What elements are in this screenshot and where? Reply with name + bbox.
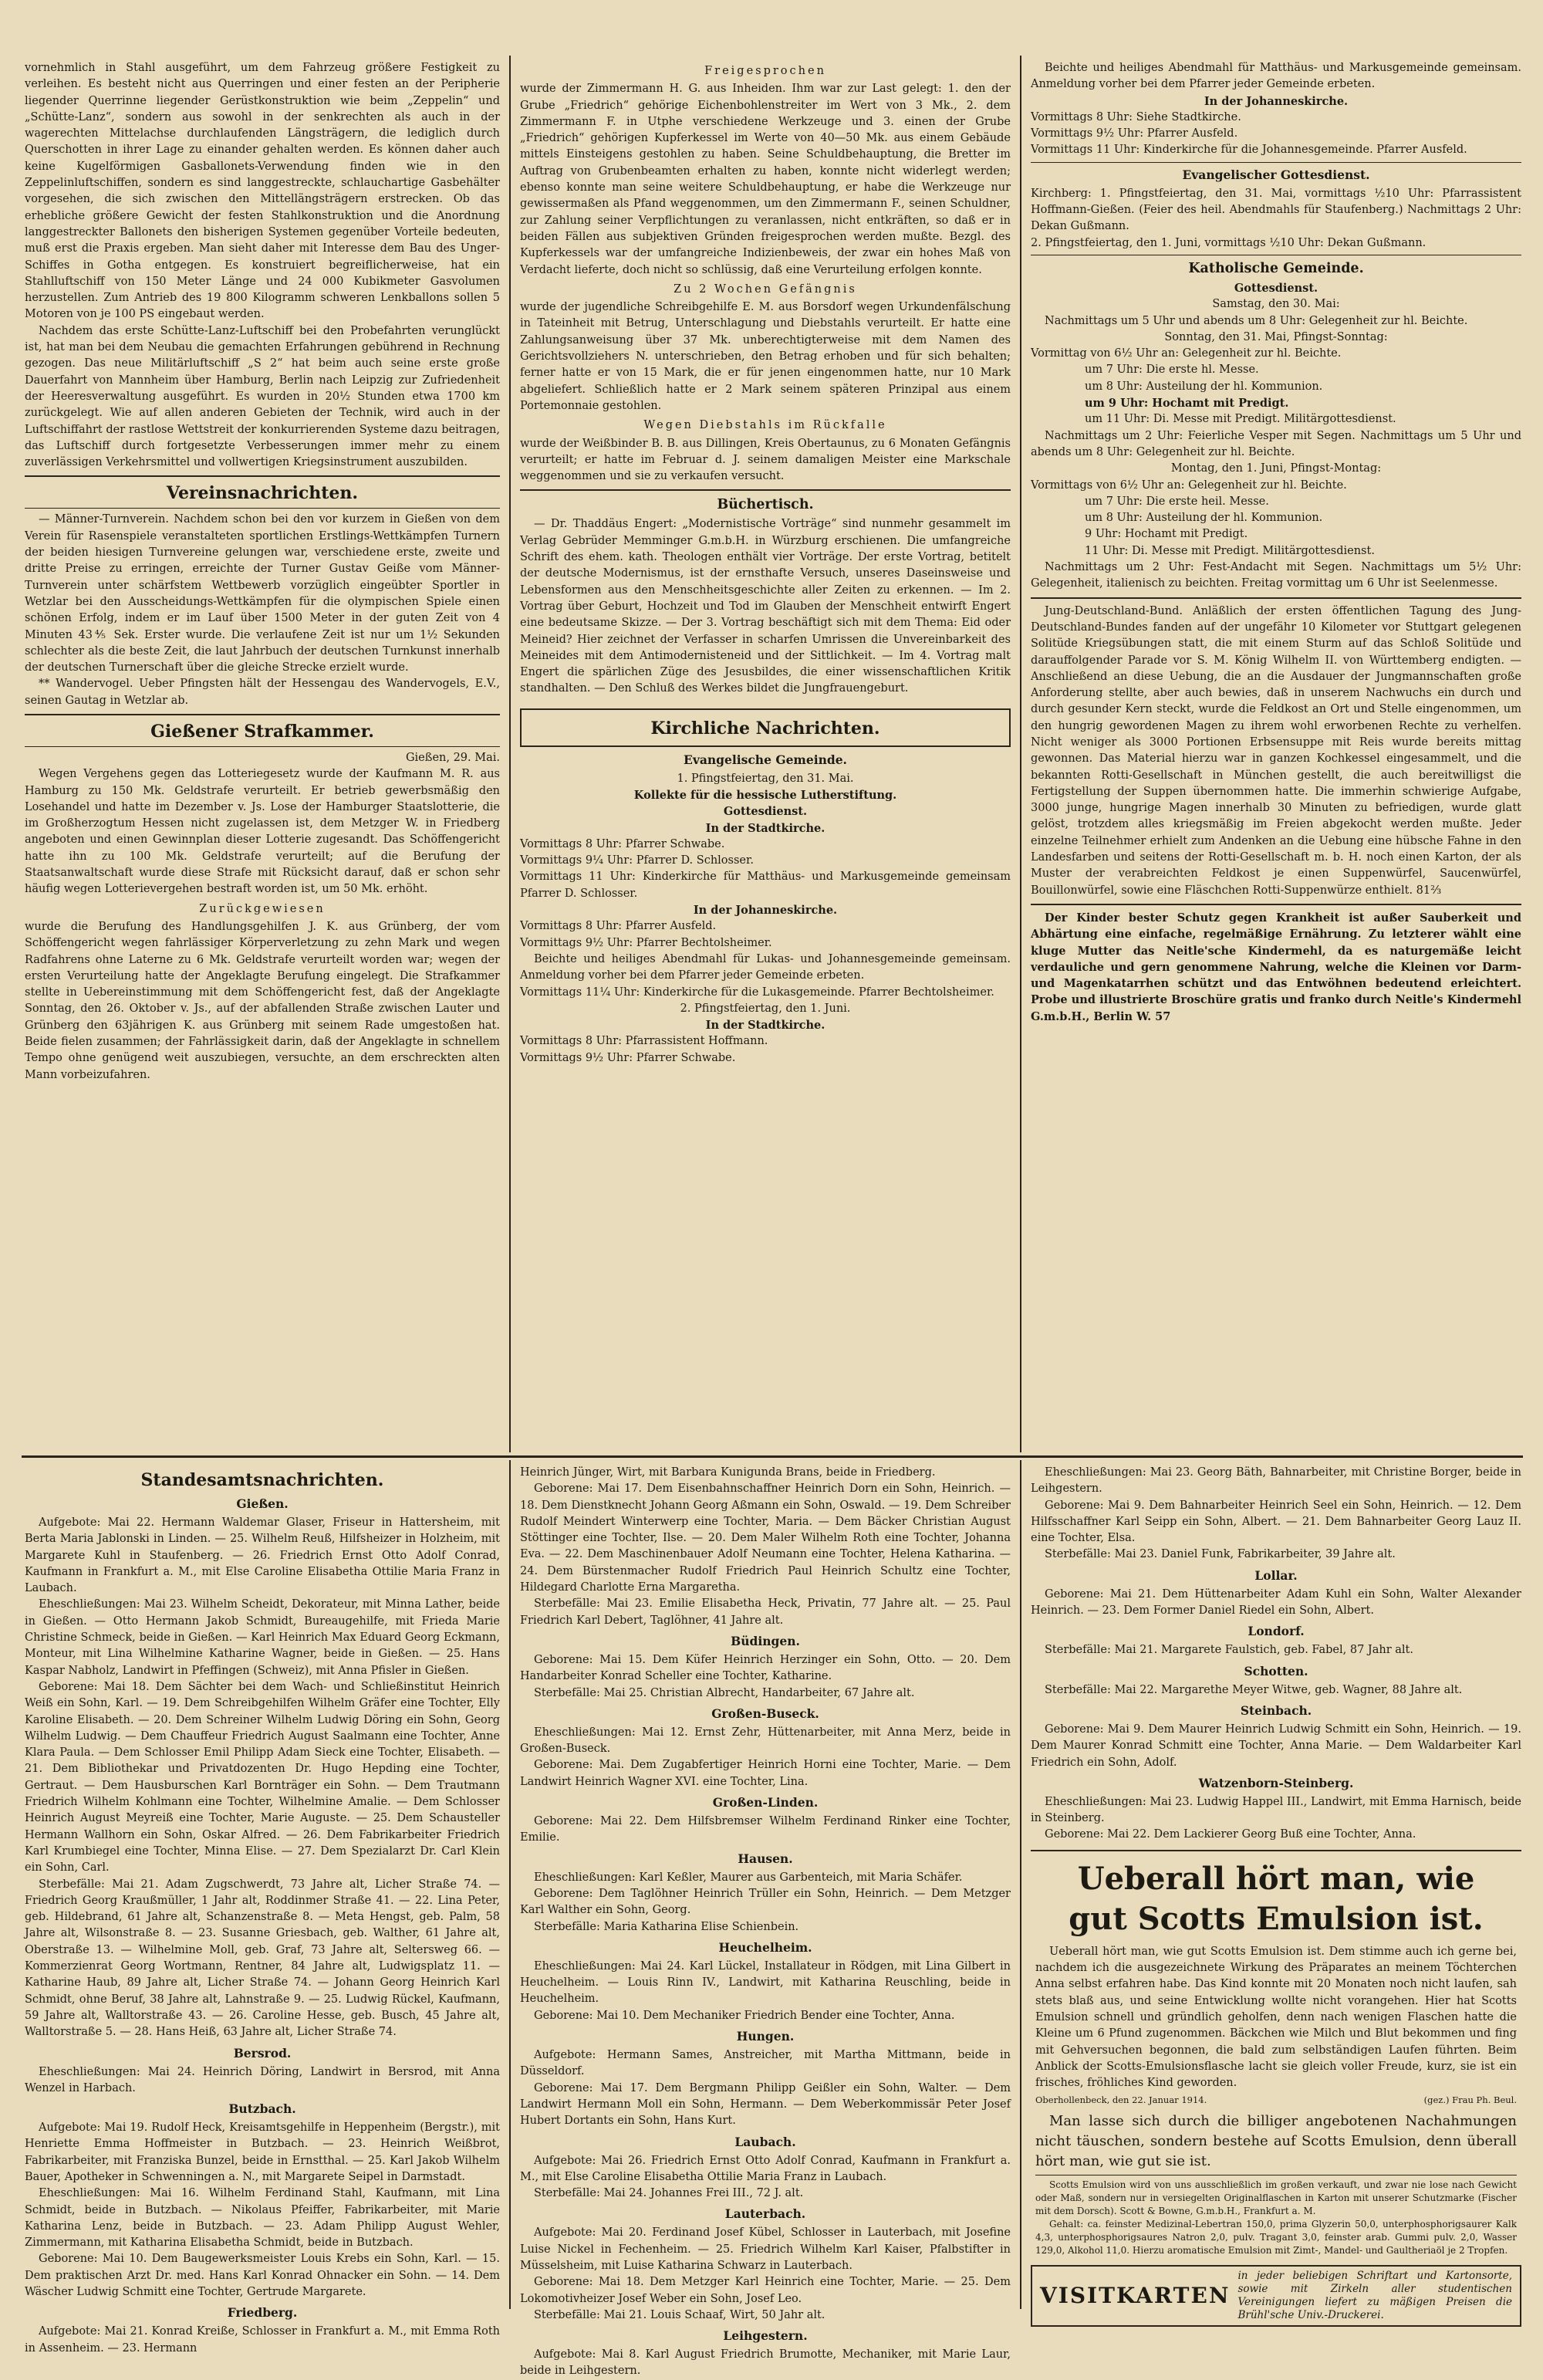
registry-entry: Geborene: Mai 10. Dem Mechaniker Friedrich Bender eine Tochter, Anna.	[534, 2009, 955, 2022]
section-divider	[1031, 597, 1521, 599]
town-heading: Butzbach.	[228, 2101, 296, 2117]
dateline: Gießen, 29. Mai.	[405, 751, 500, 764]
article-paragraph: ** Wandervogel. Ueber Pfingsten hält der Hessengau des Wandervogels, E.V., seinen Gautag in Wetzlar ab.	[25, 678, 500, 707]
article-paragraph: vornehmlich in Stahl ausgeführt, um dem Fahrzeug größere Festigkeit zu verleihen. Es besteht nicht aus Querringen und einer festen an der Peripherie liegender Querrinne liegender Gerüstkonstruktion wie beim „Zeppelin“ und „Schütte-Lanz“, sondern aus sowohl in der senkrechten als auch in der wagerechten Mittelachse durchlaufenden Längsträgern, die lediglich durch Querschotten in ihrer Lage zu einander gehalten werden. Es können daher auch keine Kugelförmigen Gasballonets-Verwendung finden wie in den Zeppelinluftschiffen, sondern es sind langgestreckte, schlauchartige Gasbehälter vorgesehen, die sich zwischen den Mittellängsträgern erstrecken. Ob das erhebliche größere Gewicht der festen Stahlkonstruktion und die Anordnung langgestreckter Ballonets den bisherigen Systemen gegenüber Vorteile bedeuten, muß erst die Praxis ergeben. Man sieht daher mit Interesse dem Bau des Unger-Schiffes in Gotha entgegen. Es konstruiert begreiflicherweise, hat ein Stahlluftschiff von 150 Meter Länge und 24 000 Kubikmeter Gasvolumen herzustellen. Zum Antrieb des 19 800 Kilogramm schweren Lenkballons sollen 5 Motoren von je 100 PS eingebaut werden.	[25, 62, 500, 321]
visitkarten-title: VISITKARTEN	[1040, 2283, 1231, 2309]
service-line: Vormittags 9½ Uhr: Pfarrer Schwabe.	[520, 1051, 736, 1064]
town-heading: Heuchelheim.	[718, 1939, 812, 1955]
registry-entry: Geborene: Mai 9. Dem Bahnarbeiter Heinrich Seel ein Sohn, Heinrich. — 12. Dem Hilfsschaffner Karl Seipp ein Sohn, Albert. — 21. Dem Bahnarbeiter Georg Lauz II. eine Tochter, Elsa.	[1031, 1499, 1521, 1545]
registry-entry: Geborene: Mai. Dem Zugabfertiger Heinrich Horni eine Tochter, Marie. — Dem Landwirt Heinrich Wagner XVI. eine Tochter, Lina.	[520, 1759, 1011, 1788]
town-heading: Hausen.	[738, 1851, 793, 1866]
article-paragraph: — Dr. Thaddäus Engert: „Modernistische Vorträge“ sind nunmehr gesammelt im Verlag Gebrüder Memminger G.m.b.H. in Würzburg erschienen. Die umfangreiche Schrift des ehem. kath. Theologen enthält vier Vorträge. Der erste Vortrag, betitelt der deutsche Modernismus, ist der ernsthafte Versuch, unseres Daseinsweise und Lebensformen aus den Menschheitsgeschichte aller Zeiten zu erkennen. — Im 2. Vortrag über Geburt, Hochzeit und Tod im Glauben der Menschheit entwirft Engert eine bedeutsame Skizze. — Der 3. Vortrag beschäftigt sich mit dem Thema: Eid oder Meineid? Hier zeichnet der Verfasser in scharfen Umrissen die Unvereinbarkeit des Meineides mit dem Antimodernisteneid und der Sittlichkeit. — Im 4. Vortrag malt Engert die spärlichen Züge des Jesusbildes, die einer wissenschaftlichen Kritik standhalten. — Den Schluß des Werkes bildet die Jungfrauengeburt.	[520, 518, 1011, 695]
town-heading: Watzenborn-Steinberg.	[1198, 1775, 1354, 1790]
column-3-top	[1031, 60, 1521, 1449]
registry-entry: Geborene: Dem Taglöhner Heinrich Trüller ein Sohn, Heinrich. — Dem Metzger Karl Walther ein Sohn, Georg.	[520, 1887, 1011, 1917]
section-divider	[1031, 1850, 1521, 1851]
text-line: Montag, den 1. Juni, Pfingst-Montag:	[1170, 462, 1382, 475]
column-2-top	[520, 60, 1011, 1449]
registry-entry: Sterbefälle: Mai 24. Johannes Frei III., 72 J. alt.	[534, 2187, 804, 2200]
ad-headline-line-1: Ueberall hört man, wie	[1077, 1860, 1475, 1897]
registry-entry: Sterbefälle: Mai 22. Margarethe Meyer Witwe, geb. Wagner, 88 Jahre alt.	[1045, 1683, 1463, 1696]
town-heading: Lauterbach.	[724, 2206, 806, 2222]
ad-body: Ueberall hört man, wie gut Scotts Emulsion ist. Dem stimme auch ich gerne bei, nachdem ich die ausgezeichnete Wirkung des Präparates an meinem Töchterchen Anna selbst erfahren habe. Das Kind konnte mit 20 Monaten noch nicht laufen, sah stets blaß aus, und seine Entwicklung wollte nicht vorangehen. Hier hat Scotts Emulsion schnell und gründlich geholfen, denn nach wenigen Flaschen hatte die Kleine um 6 Pfund zugenommen. Bäckchen wie Milch und Blut bekommen und fing mit Gehversuchen begonnen, die bald zum selbständigen Laufen führten. Beim Anblick der Scotts-Emulsionsflasche lacht sie gleich voller Freude, kurz, sie ist ein frisches, fröhliches Kind geworden.	[1035, 1945, 1517, 2090]
subheading: Zurückgewiesen	[199, 902, 326, 915]
visitkarten-text: in jeder beliebigen Schriftart und Kartonsorte, sowie mit Zirkeln aller studentischen Vereinigungen liefert zu mäßigen Preisen die Brühl'sche Univ.-Druckerei.	[1237, 2270, 1512, 2322]
registry-entry: Eheschließungen: Mai 24. Karl Lückel, Installateur in Rödgen, mit Lina Gilbert in Heuchelheim. — Louis Rinn IV., Landwirt, mit Katharina Reuschling, beide in Heuchelheim.	[520, 1959, 1011, 2006]
registry-entry: Eheschließungen: Mai 12. Ernst Zehr, Hüttenarbeiter, mit Anna Merz, beide in Großen-Buseck.	[520, 1726, 1011, 1756]
registry-entry: Aufgebote: Mai 26. Friedrich Ernst Otto Adolf Conrad, Kaufmann in Frankfurt a. M., mit Else Caroline Elisabetha Ottilie Maria Franz in Laubach.	[520, 2154, 1011, 2183]
town-heading: Londorf.	[1248, 1624, 1305, 1639]
visitkarten-ad	[1031, 2265, 1521, 2327]
service-line: 9 Uhr: Hochamt mit Predigt.	[1085, 528, 1248, 541]
town-heading: Leihgestern.	[723, 2328, 808, 2344]
article-paragraph: wurde der jugendliche Schreibgehilfe E. M. aus Borsdorf wegen Urkundenfälschung in Tateinheit mit Betrug, Unterschlagung und Diebstahls verurteilt. Er hatte eine Zahlungsanweisung über 37 Mk. unberechtigterweise mit dem Namen des Gerichtsvollziehers N. unterschrieben, den Betrag erhoben und für sich behalten; ferner hatte er von 15 Mark, die er für jenen eingenommen hatte, nur 10 Mark abgeliefert. Schließlich hatte er 2 Mark seinem späteren Prinzipal aus einem Portemonnaie gestohlen.	[520, 301, 1011, 412]
registry-entry: Eheschließungen: Mai 16. Wilhelm Ferdinand Stahl, Kaufmann, mit Lina Schmidt, beide in Butzbach. — Nikolaus Pfeiffer, Fabrikarbeiter, mit Marie Katharina Lenz, beide in Butzbach. — 23. Adam Philipp August Wehler, Zimmermann, mit Katharina Elisabetha Schmidt, beide in Butzbach.	[25, 2187, 500, 2250]
service-line: um 8 Uhr: Austeilung der hl. Kommunion.	[1085, 512, 1323, 525]
registry-entry: Geborene: Mai 18. Dem Metzger Karl Heinrich eine Tochter, Marie. — 25. Dem Lokomotivheizer Josef Weber ein Sohn, Josef Leo.	[520, 2276, 1011, 2305]
town-heading: Großen-Buseck.	[711, 1706, 819, 1721]
registry-entry: Geborene: Mai 17. Dem Bergmann Philipp Geißler ein Sohn, Walter. — Dem Landwirt Hermann Moll ein Sohn, Hermann. — Dem Weberkommissär Peter Josef Hubert Dortants ein Sohn, Hans Kurt.	[520, 2081, 1011, 2128]
registry-entry: Geborene: Mai 10. Dem Baugewerksmeister Louis Krebs ein Sohn, Karl. — 15. Dem praktischen Arzt Dr. med. Hans Karl Konrad Ohnacker ein Sohn. — 14. Dem Wäscher Ludwig Schmitt eine Tochter, Gertrude Margarete.	[25, 2253, 500, 2299]
section-heading-vereinsnachrichten: Vereinsnachrichten.	[166, 483, 359, 504]
text-line: In der Johanneskirche.	[1204, 94, 1349, 108]
section-divider	[1031, 904, 1521, 905]
subheading: Evangelische Gemeinde.	[684, 752, 847, 767]
registry-entry: Sterbefälle: Mai 21. Adam Zugschwerdt, 73 Jahre alt, Licher Straße 74. — Friedrich Georg Kraußmüller, 1 Jahr alt, Roddinmer Straße 41. — 22. Lina Peter, geb. Hildebrand, 61 Jahre alt, Schanzenstraße 8. — Meta Hengst, geb. Palm, 58 Jahre alt, Wilsonstraße 8. — 23. Susanne Griesbach, geb. Walther, 61 Jahre alt, Oberstraße 13. — Wilhelmine Moll, geb. Graf, 73 Jahre alt, Seltersweg 66. — Kommerzienrat Georg Wortmann, Rentner, 84 Jahre alt, Ludwigsplatz 11. — Katharine Haub, 89 Jahre alt, Licher Straße 74. — Johann Georg Heinrich Karl Schmidt, ohne Beruf, 38 Jahre alt, Lahnstraße 9. — 25. Ludwig Rückel, Kaufmann, 59 Jahre alt, Walltorstraße 43. — 26. Caroline Hesse, geb. Busch, 45 Jahre alt, Walltorstraße 5. — 28. Hans Heiß, 63 Jahre alt, Licher Straße 74.	[25, 1878, 500, 2039]
registry-entry: Aufgebote: Mai 8. Karl August Friedrich Brumotte, Mechaniker, mit Marie Laur, beide in Leihgestern.	[520, 2348, 1011, 2378]
registry-entry: Sterbefälle: Maria Katharina Elise Schienbein.	[534, 1920, 799, 1933]
ad-signature-row	[1035, 2093, 1517, 2107]
text-line: In der Stadtkirche.	[705, 1019, 826, 1033]
text-line: In der Johanneskirche.	[693, 904, 838, 918]
service-line: um 11 Uhr: Di. Messe mit Predigt. Militärgottesdienst.	[1085, 413, 1396, 426]
article-paragraph: wurde die Berufung des Handlungsgehilfen J. K. aus Grünberg, der vom Schöffengericht wegen fahrlässiger Körperverletzung zu zehn Mark und wegen Radfahrens ohne Laterne zu 6 Mk. Geldstrafe verurteilt worden war; wegen der ersten Verurteilung hatte der Angeklagte Berufung eingelegt. Die Strafkammer stellte in Uebereinstimmung mit dem Schöffengericht fest, daß der Angeklagte Sonntag, den 26. Oktober v. Js., auf der abfallenden Straße zwischen Lauter und Grünberg den 63jährigen K. aus Grünberg mit seinem Rade umgestoßen hat. Beide fielen zusammen; der Fahrlässigkeit darin, daß der Angeklagte in schnellem Tempo ohne genügend weit auszubiegen, versuchte, an dem erschreckten alten Mann vorbeizufahren.	[25, 920, 500, 1081]
service-line: Vormittags 8 Uhr: Siehe Stadtkirche.	[1031, 110, 1241, 123]
registry-entry: Sterbefälle: Mai 21. Louis Schaaf, Wirt, 50 Jahr alt.	[534, 2308, 826, 2321]
service-line: 11 Uhr: Di. Messe mit Predigt. Militärgottesdienst.	[1085, 544, 1375, 557]
text-line: Sonntag, den 31. Mai, Pfingst-Sonntag:	[1164, 330, 1388, 343]
registry-entry: Aufgebote: Mai 19. Rudolf Heck, Kreisamtsgehilfe in Heppenheim (Bergstr.), mit Henriette Emma Hoffmeister in Butzbach. — 23. Heinrich Weißbrot, Fabrikarbeiter, mit Franziska Bunzel, beide in Ernstthal. — 25. Karl Jakob Wilhelm Bauer, Apotheker in Schwenningen a. N., mit Margarete Seipel in Darmstadt.	[25, 2121, 500, 2183]
section-heading-strafkammer: Gießener Strafkammer.	[150, 721, 374, 742]
ad-signature-name: (gez.) Frau Ph. Beul.	[1423, 2094, 1517, 2106]
article-paragraph: — Männer-Turnverein. Nachdem schon bei den vor kurzem in Gießen von dem Verein für Rasenspiele veranstalteten sportlichen Erstlings-Wettkämpfen Turnern der beiden hiesigen Turnvereine gelungen war, verschiedene erste, zweite und dritte Preise zu erringen, erreichte der Turner Gustav Geiße vom Männer-Turnverein unter schärfstem Wettbewerb vorzüglich eingeübter Sportler in Wetzlar bei den Ausscheidungs-Wettkämpfen für die olympischen Spiele einen schönen Erfolg, indem er im Lauf über 1500 Meter in der guten Zeit von 4 Minuten 43⅘ Sek. Erster wurde. Die verlaufene Zeit ist nur um 1½ Sekunden schlechter als die beste Zeit, die laut Jahrbuch der deutschen Turnkunst innerhalb der deutschen Turnerschaft über die gleiche Strecke erzielt wurde.	[25, 513, 500, 674]
town-heading: Schotten.	[1244, 1663, 1308, 1679]
town-heading: Lollar.	[1254, 1567, 1298, 1583]
text-line: Samstag, den 30. Mai:	[1212, 298, 1340, 311]
registry-entry: Geborene: Mai 22. Dem Lackierer Georg Buß eine Tochter, Anna.	[1045, 1828, 1416, 1841]
service-line: um 8 Uhr: Austeilung der hl. Kommunion.	[1085, 380, 1323, 393]
town-heading: Laubach.	[734, 2134, 796, 2149]
town-heading: Hungen.	[736, 2029, 795, 2044]
section-heading-buechertisch: Büchertisch.	[717, 497, 814, 513]
town-heading: Großen-Linden.	[712, 1795, 819, 1810]
service-line: Nachmittags um 5 Uhr und abends um 8 Uhr: Gelegenheit zur hl. Beichte.	[1045, 314, 1468, 327]
town-heading: Friedberg.	[227, 2305, 298, 2321]
service-line: Nachmittags um 2 Uhr: Feierliche Vesper mit Segen. Nachmittags um 5 Uhr und abends um 8 Uhr: Gelegenheit zur hl. Beichte.	[1031, 429, 1521, 458]
text-line: Kollekte für die hessische Lutherstiftung.	[633, 788, 897, 802]
text-line: In der Stadtkirche.	[705, 821, 826, 835]
divider	[25, 746, 500, 747]
registry-entry: Geborene: Mai 17. Dem Eisenbahnschaffner Heinrich Dorn ein Sohn, Heinrich. — 18. Dem Dienstknecht Johann Georg Aßmann ein Sohn, Oswald. — 19. Dem Schreiber Rudolf Meindert Winterwerp eine Tochter, Maria. — Dem Bäcker Christian August Stöttinger eine Tochter, Ilse. — 20. Dem Maler Wilhelm Roth eine Tochter, Johanna Eva. — 22. Dem Maschinenbauer Adolf Neumann eine Tochter, Helena Katharina. — 24. Dem Bürstenmacher Rudolf Friedrich Paul Heinrich Schultz eine Tochter, Hildegard Charlotte Erna Margaretha.	[520, 1482, 1011, 1594]
subheading: Evangelischer Gottesdienst.	[1182, 167, 1370, 182]
registry-entry: Eheschließungen: Mai 23. Georg Bäth, Bahnarbeiter, mit Christine Borger, beide in Leihgestern.	[1031, 1466, 1521, 1496]
article-paragraph: Nachdem das erste Schütte-Lanz-Luftschiff bei den Probefahrten verunglückt ist, hat man bei dem Neubau die gemachten Erfahrungen gebührend in Rechnung gezogen. Das neue Militärluftschiff „S 2“ hat beim auch seine erste große Dauerfahrt von Mannheim über Hamburg, Berlin nach Leipzig zur Zufriedenheit der Heeresverwaltung ausgeführt. Es wurden in 20½ Stunden etwa 1700 km zurückgelegt. Wie auf allen anderen Gebieten der Technik, wird auch in der Luftschiffahrt der rastlose Wettstreit der konkurrierenden Systeme dazu beitragen, das Luftschiff durch fortgesetzte Verbesserungen immer mehr zu einem zuverlässigen Verkehrsmittel und vollwertigen Kriegsinstrument auszubilden.	[25, 324, 500, 469]
town-heading: Bersrod.	[233, 2045, 292, 2061]
section-divider	[25, 475, 500, 477]
service-line: Beichte und heiliges Abendmahl für Matthäus- und Markusgemeinde gemeinsam. Anmeldung vorher bei dem Pfarrer jeder Gemeinde erbeten.	[1031, 62, 1521, 91]
subheading: Zu 2 Wochen Gefängnis	[674, 282, 857, 296]
town-heading: Büdingen.	[731, 1633, 800, 1648]
kirchliche-nachrichten-box	[520, 708, 1011, 747]
divider	[1031, 162, 1521, 163]
service-line: Vormittags 9½ Uhr: Pfarrer Bechtolsheimer.	[520, 936, 772, 949]
ad-headline-line-2: gut Scotts Emulsion ist.	[1069, 1900, 1484, 1937]
text-line: 2. Pfingstfeiertag, den 1. Juni.	[680, 1002, 851, 1015]
town-heading: Steinbach.	[1240, 1702, 1312, 1718]
registry-entry: Eheschließungen: Karl Keßler, Maurer aus Garbenteich, mit Maria Schäfer.	[534, 1871, 963, 1884]
service-line: Nachmittags um 2 Uhr: Fest-Andacht mit Segen. Nachmittags um 5½ Uhr: Gelegenheit, italienisch zu beichten. Freitag vormittag um 6 Uhr ist Seelenmesse.	[1031, 561, 1521, 590]
divider	[25, 508, 500, 509]
article-paragraph: wurde der Zimmermann H. G. aus Inheiden. Ihm war zur Last gelegt: 1. den der Grube „Friedrich“ gehörige Eichenbohlenstreiter im Wert von 3 Mk., 2. dem Zimmermann F. in Utphe verschiedene Werkzeuge und 3. einen der Grube „Friedrich“ gehörigen Kupferkessel im Werte von 40—50 Mk. aus einem Gebäude mittels Einsteigens gestohlen zu haben. Seine Schuldbehauptung, die Bretter im Auftrag von Grubenbeamten erhalten zu haben, konnte nicht widerlegt werden; ebenso konnte man seine weitere Schuldbehauptung, er habe die Werkzeuge nur gewissermaßen als Pfand weggenommen, um den Zimmermann F., seinen Schuldner, zur Zahlung seiner Verpflichtungen zu veranlassen, nicht entkräften, so daß er in beiden Fällen aus subjektiven Gründen freigesprochen werden mußte. Bezgl. des Kupferkessels war der umfangreiche Indizienbeweis, der zwar ein hohes Maß von Verdacht lieferte, doch nicht so schlüssig, daß eine Verurteilung erfolgen konnte.	[520, 83, 1011, 276]
subheading: Katholische Gemeinde.	[1188, 260, 1364, 276]
registry-entry: Eheschließungen: Mai 24. Heinrich Döring, Landwirt in Bersrod, mit Anna Wenzel in Harbach.	[25, 2065, 500, 2094]
service-line: Vormittag von 6½ Uhr an: Gelegenheit zur hl. Beichte.	[1031, 347, 1342, 360]
section-divider	[520, 489, 1011, 491]
service-line: um 9 Uhr: Hochamt mit Predigt.	[1085, 397, 1289, 411]
section-rule	[22, 1455, 1523, 1458]
service-line: Vormittags 8 Uhr: Pfarrer Schwabe.	[520, 837, 725, 850]
ad-signature-place: Oberhollenbeck, den 22. Januar 1914.	[1035, 2094, 1207, 2106]
column-rule	[509, 1460, 511, 2309]
registry-entry: Geborene: Mai 9. Dem Maurer Heinrich Ludwig Schmitt ein Sohn, Heinrich. — 19. Dem Maurer Konrad Schmitt eine Tochter, Anna Marie. — Dem Waldarbeiter Karl Friedrich ein Sohn, Adolf.	[1031, 1722, 1521, 1769]
registry-entry: Eheschließungen: Mai 23. Wilhelm Scheidt, Dekorateur, mit Minna Lather, beide in Gießen. — Otto Hermann Jakob Schmidt, Bureaugehilfe, mit Frieda Marie Christine Schmeck, beide in Gießen. — Karl Heinrich Max Eduard Georg Eckmann, Monteur, mit Lina Wilhelmine Katharine Wagner, beide in Gießen. — 25. Hans Kaspar Nabholz, Landwirt in Pfeffingen (Schweiz), mit Anna Pfisler in Gießen.	[25, 1598, 500, 1677]
service-line: Vormittags 9¼ Uhr: Pfarrer D. Schlosser.	[520, 854, 754, 867]
registry-entry: Aufgebote: Mai 21. Konrad Kreiße, Schlosser in Frankfurt a. M., mit Emma Roth in Assenheim. — 23. Hermann	[25, 2325, 500, 2355]
subheading: Freigesprochen	[704, 65, 826, 77]
advertisement-text: Der Kinder bester Schutz gegen Krankheit ist außer Sauberkeit und Abhärtung eine einfache, regelmäßige Ernährung. Zu letzterer wählt eine kluge Mutter das Neitle'sche Kindermehl, da es naturgemäße leicht verdauliche und gern genommene Nahrung, welche die Kleinen vor Darm- und Magenkatarrhen schützt und das Entwöhnen bedeutend erleichtert. Probe und illustrierte Broschüre gratis und franko durch Neitle's Kindermehl G.m.b.H., Berlin W. 57	[1031, 911, 1521, 1023]
town-heading: Gießen.	[236, 1496, 289, 1511]
registry-entry: Sterbefälle: Mai 25. Christian Albrecht, Handarbeiter, 67 Jahre alt.	[534, 1686, 915, 1699]
service-line: Kirchberg: 1. Pfingstfeiertag, den 31. Mai, vormittags ½10 Uhr: Pfarrassistent Hoffmann-Gießen. (Feier des heil. Abendmahls für Staufenberg.) Nachmittags 2 Uhr: Dekan Gußmann.	[1031, 187, 1521, 233]
service-line: Vormittags 8 Uhr: Pfarrer Ausfeld.	[520, 920, 717, 933]
registry-entry: Sterbefälle: Mai 23. Emilie Elisabetha Heck, Privatin, 77 Jahre alt. — 25. Paul Friedrich Karl Debert, Taglöhner, 41 Jahre alt.	[520, 1597, 1011, 1627]
registry-entry: Geborene: Mai 22. Dem Hilfsbremser Wilhelm Ferdinand Rinker eine Tochter, Emilie.	[520, 1815, 1011, 1844]
registry-entry: Aufgebote: Mai 20. Ferdinand Josef Kübel, Schlosser in Lauterbach, mit Josefine Luise Nickel in Fechenheim. — 25. Friedrich Wilhelm Karl Kaiser, Pfalbstifter in Müsselsheim, mit Luise Katharina Schwarz in Lauterbach.	[520, 2226, 1011, 2272]
article-paragraph: Jung-Deutschland-Bund. Anläßlich der ersten öffentlichen Tagung des Jung-Deutschland-Bundes fanden auf der ungefähr 10 Kilometer vor Stuttgart gelegenen Solitüde Kriegsübungen statt, die mit einem Sturm auf das Schloß Solitüde und darauffolgender Parade vor S. M. König Wilhelm II. von Württemberg endigten. — Anschließend an diese Uebung, die an die Ausdauer der Jungmannschaften große Anforderung stellte, aber auch bewies, daß in unserem Nachwuchs ein durch und durch gesunder Kern steckt, wurde die Feldkost an Ort und Stelle eingenommen, um den hungrig gewordenen Magen zu ihrem wohl erworbenen Rechte zu verhelfen. Nicht weniger als 3000 Portionen Erbsensuppe mit Reis wurde bereits mittag gewonnen. Das Material hierzu war in ganzen Kochkessel eingesammelt, und die bekannten Rotti-Gesellschaft in München gestellt, die auch bereitwilligst die Fertigstellung der Suppen übernommen hatte. Die immerhin schwierige Aufgabe, 3000 junge, hungrige Magen innerhalb 30 Minuten zu befriedigen, wurde glatt gelöst, trotzdem alles kriegsmäßig im Freien abgekocht werden mußte. Jeder einzelne Teilnehmer erhielt zum Andenken an die Uebung eine hübsche Fahne in den Landesfarben und seitens der Rotti-Gesellschaft m. b. H. noch einen Karton, der als Muster der verabreichten Feldkost je einen Suppenwürfel, Saucenwürfel, Bouillonwürfel, sowie eine Fläschchen Rotti-Suppenwürze enthielt. 81⅔	[1031, 604, 1521, 897]
registry-entry: Sterbefälle: Mai 23. Daniel Funk, Fabrikarbeiter, 39 Jahre alt.	[1045, 1548, 1396, 1561]
registry-entry: Eheschließungen: Mai 23. Ludwig Happel III., Landwirt, mit Emma Harnisch, beide in Steinberg.	[1031, 1795, 1521, 1825]
subheading: Wegen Diebstahls im Rückfalle	[643, 419, 887, 432]
registry-entry: Aufgebote: Hermann Sames, Anstreicher, mit Martha Mittmann, beide in Düsseldorf.	[520, 2049, 1011, 2078]
service-line: Vormittags 9½ Uhr: Pfarrer Ausfeld.	[1031, 127, 1238, 140]
registry-entry: Sterbefälle: Mai 21. Margarete Faulstich, geb. Fabel, 87 Jahr alt.	[1045, 1644, 1413, 1657]
service-line: Vormittags 11¼ Uhr: Kinderkirche für die Lukasgemeinde. Pfarrer Bechtolsheimer.	[520, 985, 994, 999]
service-line: um 7 Uhr: Die erste heil. Messe.	[1085, 495, 1269, 508]
section-heading-standesamt: Standesamtsnachrichten.	[140, 1470, 384, 1490]
column-rule	[1020, 56, 1021, 1452]
text-line: Gottesdienst.	[1234, 281, 1318, 295]
registry-entry: Geborene: Mai 15. Dem Küfer Heinrich Herzinger ein Sohn, Otto. — 20. Dem Handarbeiter Konrad Scheller eine Tochter, Katharine.	[520, 1653, 1011, 1683]
ad-warning: Man lasse sich durch die billiger angebotenen Nachahmungen nicht täuschen, sondern bestehe auf Scotts Emulsion, denn überall hört man, wie gut sie ist.	[1035, 2113, 1517, 2170]
section-divider	[25, 714, 500, 715]
column-rule	[1020, 1460, 1021, 2309]
column-1-bottom	[25, 1465, 500, 2355]
service-line: Vormittags 8 Uhr: Pfarrassistent Hoffmann.	[520, 1035, 768, 1048]
article-paragraph: Wegen Vergehens gegen das Lotteriegesetz wurde der Kaufmann M. R. aus Hamburg zu 150 Mk. Geldstrafe verurteilt. Er betrieb gewerbsmäßig den Losehandel und hatte im Dezember v. Js. Lose der Hamburger Staatslotterie, die im Großherzogtum Hessen nicht zugelassen ist, dem Metzger W. in Friedberg angeboten und einen Gewinnplan dieser Lotterie zugesandt. Das Schöffengericht hatte ihn zu 100 Mk. Geldstrafe verurteilt; auf die Berufung der Staatsanwaltschaft wurde diese Strafe mit Rücksicht darauf, daß er schon sehr häufig wegen Lotterievergehen bestraft worden ist, um 50 Mk. erhöht.	[25, 768, 500, 896]
text-line: 1. Pfingstfeiertag, den 31. Mai.	[677, 772, 854, 785]
article-paragraph: wurde der Weißbinder B. B. aus Dillingen, Kreis Obertaunus, zu 6 Monaten Gefängnis verurteilt; er hatte im Februar d. J. seinem damaligen Meister eine Markschale weggenommen und sie zu verkaufen versucht.	[520, 437, 1011, 483]
scotts-emulsion-ad	[1031, 1856, 1521, 2261]
service-line: um 7 Uhr: Die erste hl. Messe.	[1085, 363, 1259, 377]
column-3-bottom	[1031, 1465, 1521, 2322]
registry-entry: Heinrich Jünger, Wirt, mit Barbara Kunigunda Brans, beide in Friedberg.	[520, 1466, 936, 1479]
service-line: Vormittags 11 Uhr: Kinderkirche für Matthäus- und Markusgemeinde gemeinsam Pfarrer D. Schlosser.	[520, 871, 1011, 900]
section-heading-kirchliche: Kirchliche Nachrichten.	[650, 718, 880, 739]
registry-entry: Geborene: Mai 21. Dem Hüttenarbeiter Adam Kuhl ein Sohn, Walter Alexander Heinrich. — 23. Dem Former Daniel Riedel ein Sohn, Albert.	[1031, 1587, 1521, 1618]
service-line: Beichte und heiliges Abendmahl für Lukas- und Johannesgemeinde gemeinsam. Anmeldung vorher bei dem Pfarrer jeder Gemeinde erbeten.	[520, 952, 1011, 982]
column-2-bottom	[520, 1465, 1011, 2378]
service-line: Vormittags von 6½ Uhr an: Gelegenheit zur hl. Beichte.	[1031, 478, 1347, 492]
service-line: 2. Pfingstfeiertag, den 1. Juni, vormittags ½10 Uhr: Dekan Gußmann.	[1031, 236, 1427, 249]
ad-ingredients: Gehalt: ca. feinster Medizinal-Lebertran 150,0, prima Glyzerin 50,0, unterphosphorigsaurer Kalk 4,3, unterphosphorigsaures Natron 2,0, pulv. Tragant 3,0, feinster arab. Gummi pulv. 2,0, Wasser 129,0, Alkohol 11,0. Hierzu aromatische Emulsion mit Zimt-, Mandel- und Gaultheriaöl je 2 Tropfen.	[1035, 2219, 1517, 2257]
column-rule	[509, 56, 511, 1452]
service-line: Vormittags 11 Uhr: Kinderkirche für die Johannesgemeinde. Pfarrer Ausfeld.	[1031, 144, 1467, 157]
ad-fine-print: Scotts Emulsion wird von uns ausschließlich im großen verkauft, und zwar nie lose nach Gewicht oder Maß, sondern nur in versiegelten Originalflaschen in Karton mit unserer Schutzmarke (Fischer mit dem Dorsch). Scott & Bowne, G.m.b.H., Frankfurt a. M.	[1035, 2179, 1517, 2217]
registry-entry: Aufgebote: Mai 22. Hermann Waldemar Glaser, Friseur in Hattersheim, mit Berta Maria Jablonski in Linden. — 25. Wilhelm Reuß, Hilfsheizer in Holzheim, mit Margarete Kuhl in Staufenberg. — 26. Friedrich Ernst Otto Adolf Conrad, Kaufmann in Frankfurt a. M., mit Else Caroline Elisabetha Ottilie Maria Franz in Laubach.	[25, 1516, 500, 1595]
column-1-top	[25, 60, 500, 1449]
text-line: Gottesdienst.	[723, 805, 808, 819]
registry-entry: Geborene: Mai 18. Dem Sächter bei dem Wach- und Schließinstitut Heinrich Weiß ein Sohn, Karl. — 19. Dem Schreibgehilfen Wilhelm Gräfer eine Tochter, Elly Karoline Elisabeth. — 20. Dem Schreiner Wilhelm Ludwig Döring ein Sohn, Georg Wilhelm Ludwig. — Dem Chauffeur Friedrich August Saalmann eine Tochter, Anne Klara Paula. — Dem Schlosser Emil Philipp Adam Sieck eine Tochter, Elisabeth. — 21. Dem Bibliothekar und Privatdozenten Dr. Hugo Hepding eine Tochter, Gertraut. — Dem Hausburschen Karl Bornträger ein Sohn. — Dem Trautmann Friedrich Wilhelm Kohlmann eine Tochter, Wilhelmine Amalie. — Dem Schlosser Heinrich August Meyreiß eine Tochter, Marie Auguste. — 25. Dem Schausteller Hermann Wallhorn ein Sohn, Oskar Alfred. — 26. Dem Fabrikarbeiter Friedrich Karl Krumbiegel eine Tochter, Minna Elise. — 27. Dem Spezialarzt Dr. Carl Klein ein Sohn, Carl.	[25, 1680, 500, 1875]
